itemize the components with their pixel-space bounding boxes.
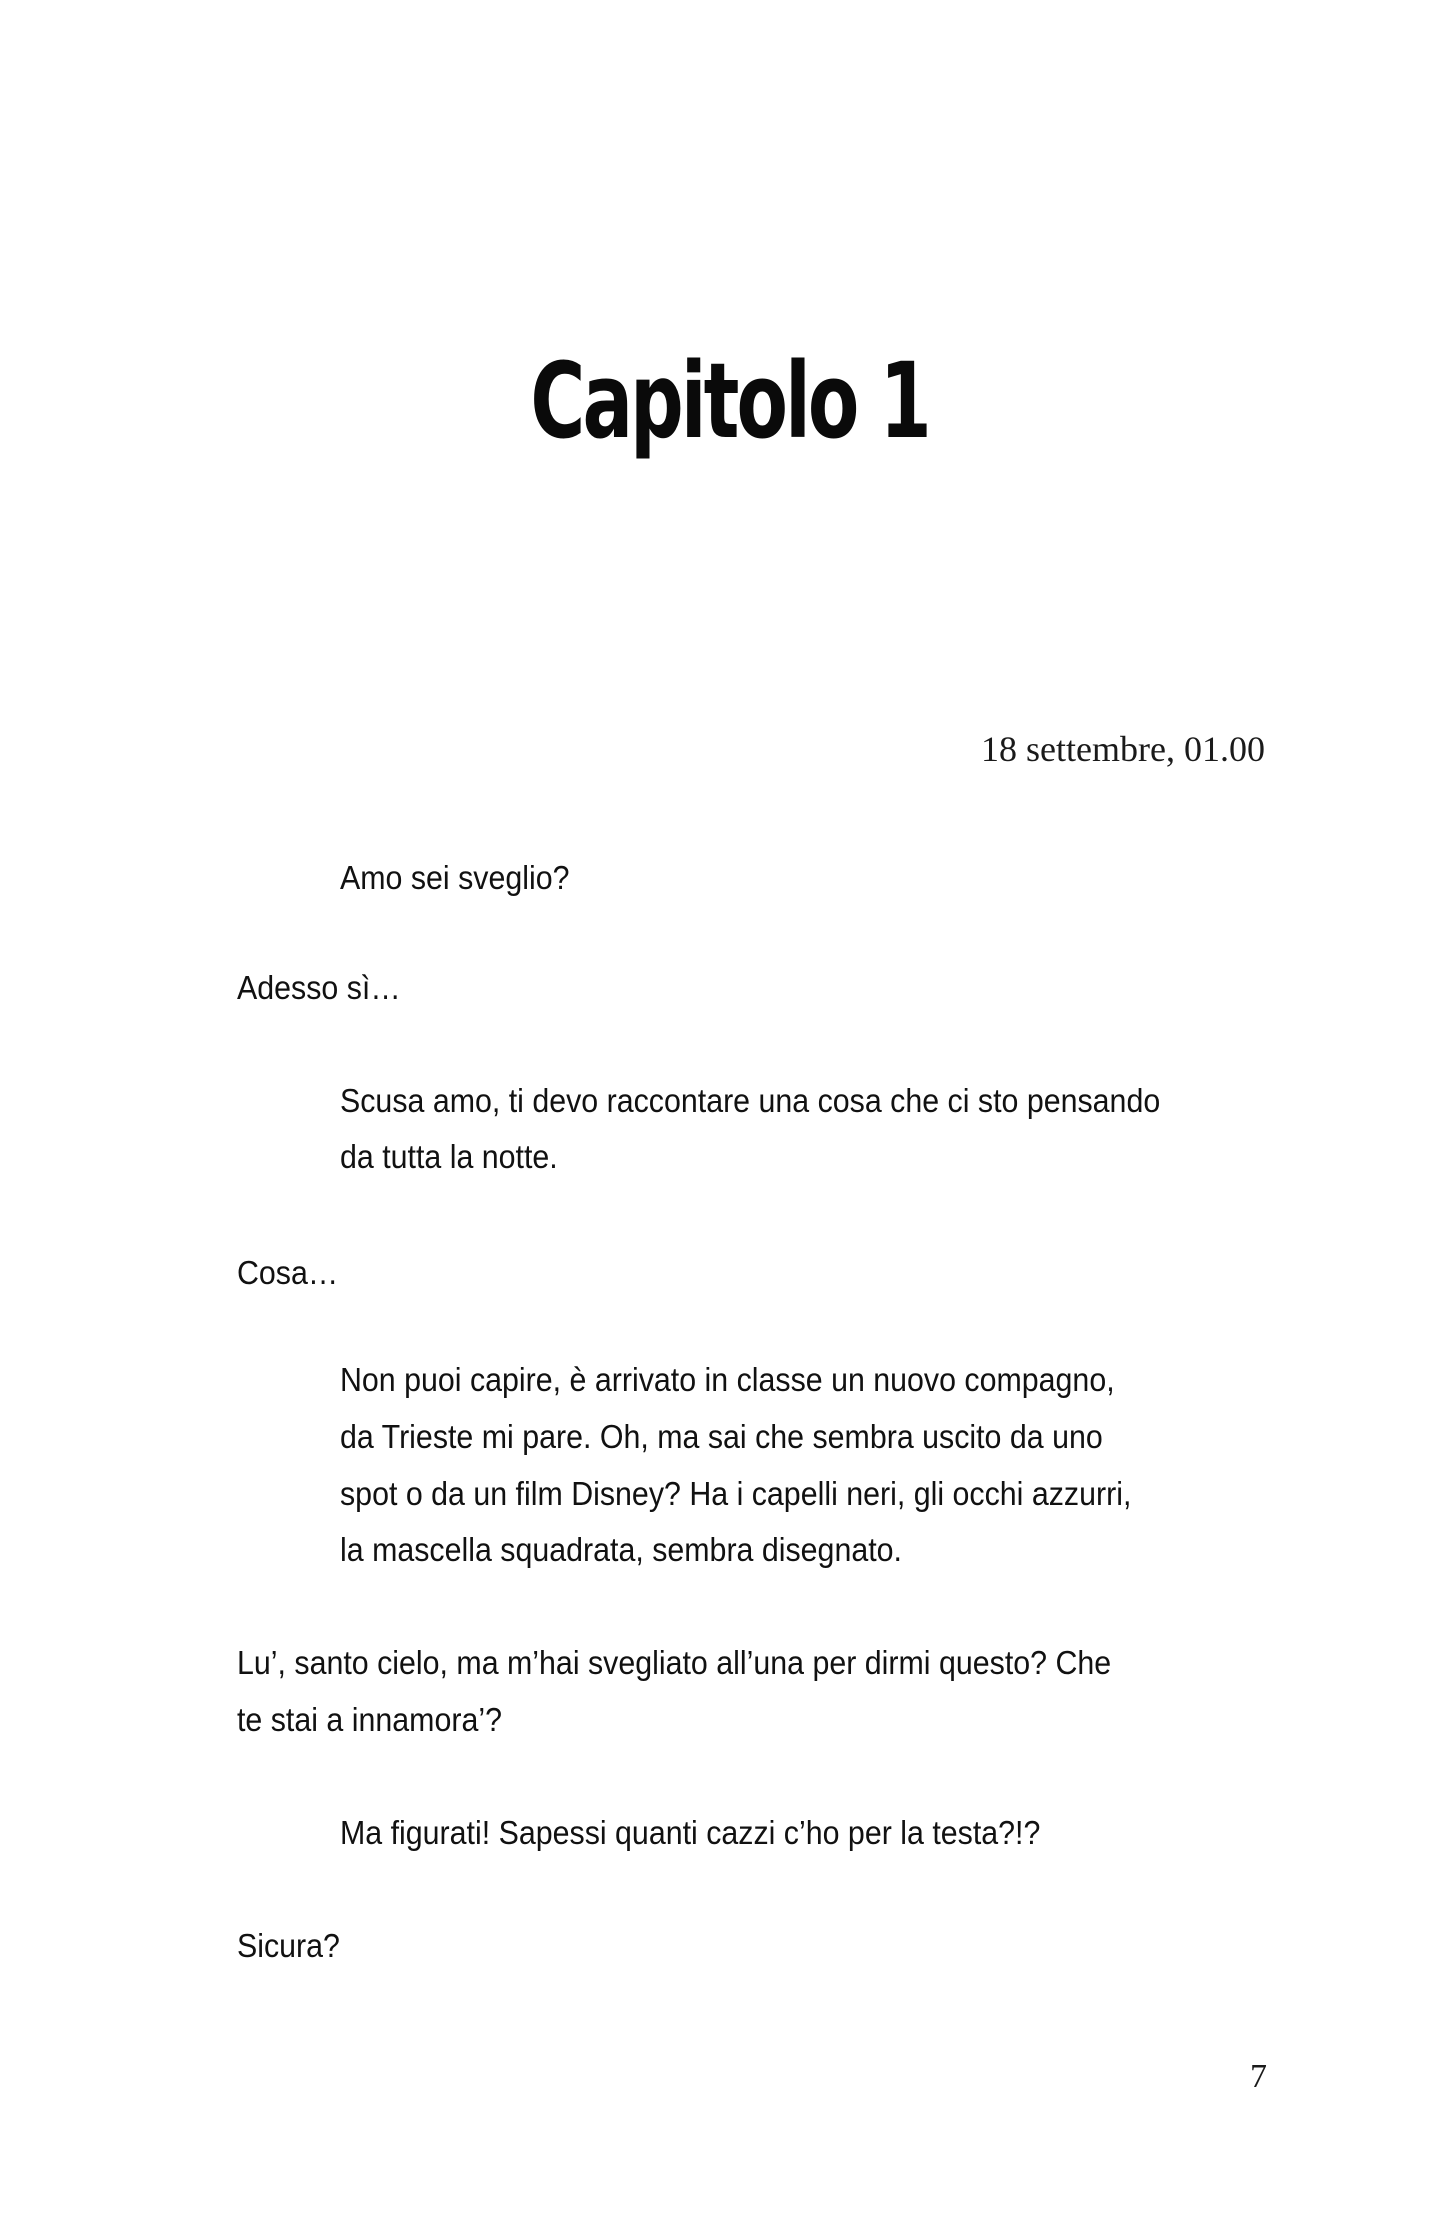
message-line: Amo sei sveglio? [340, 859, 570, 896]
message-line: Scusa amo, ti devo raccontare una cosa che ci sto pensando [340, 1082, 1161, 1119]
message-line: Non puoi capire, è arrivato in classe un nuovo compagno, [340, 1361, 1115, 1398]
message-line: Cosa… [237, 1254, 339, 1291]
message-line: spot o da un film Disney? Ha i capelli neri, gli occhi azzurri, [340, 1475, 1132, 1512]
message-line: da Trieste mi pare. Oh, ma sai che sembra uscito da uno [340, 1418, 1103, 1455]
chapter-date: 18 settembre, 01.00 [981, 729, 1265, 769]
message-line: Adesso sì… [237, 969, 401, 1006]
message-line: la mascella squadrata, sembra disegnato. [340, 1531, 902, 1568]
message-line: da tutta la notte. [340, 1138, 558, 1175]
page-number: 7 [1250, 2058, 1267, 2095]
message-line: Sicura? [237, 1927, 340, 1964]
message-line: Ma figurati! Sapessi quanti cazzi c’ho per la testa?!? [340, 1814, 1041, 1851]
chapter-title: Capitolo 1 [530, 340, 929, 462]
message-line: te stai a innamora’? [237, 1701, 502, 1738]
message-line: Lu’, santo cielo, ma m’hai svegliato all’una per dirmi questo? Che [237, 1644, 1112, 1681]
